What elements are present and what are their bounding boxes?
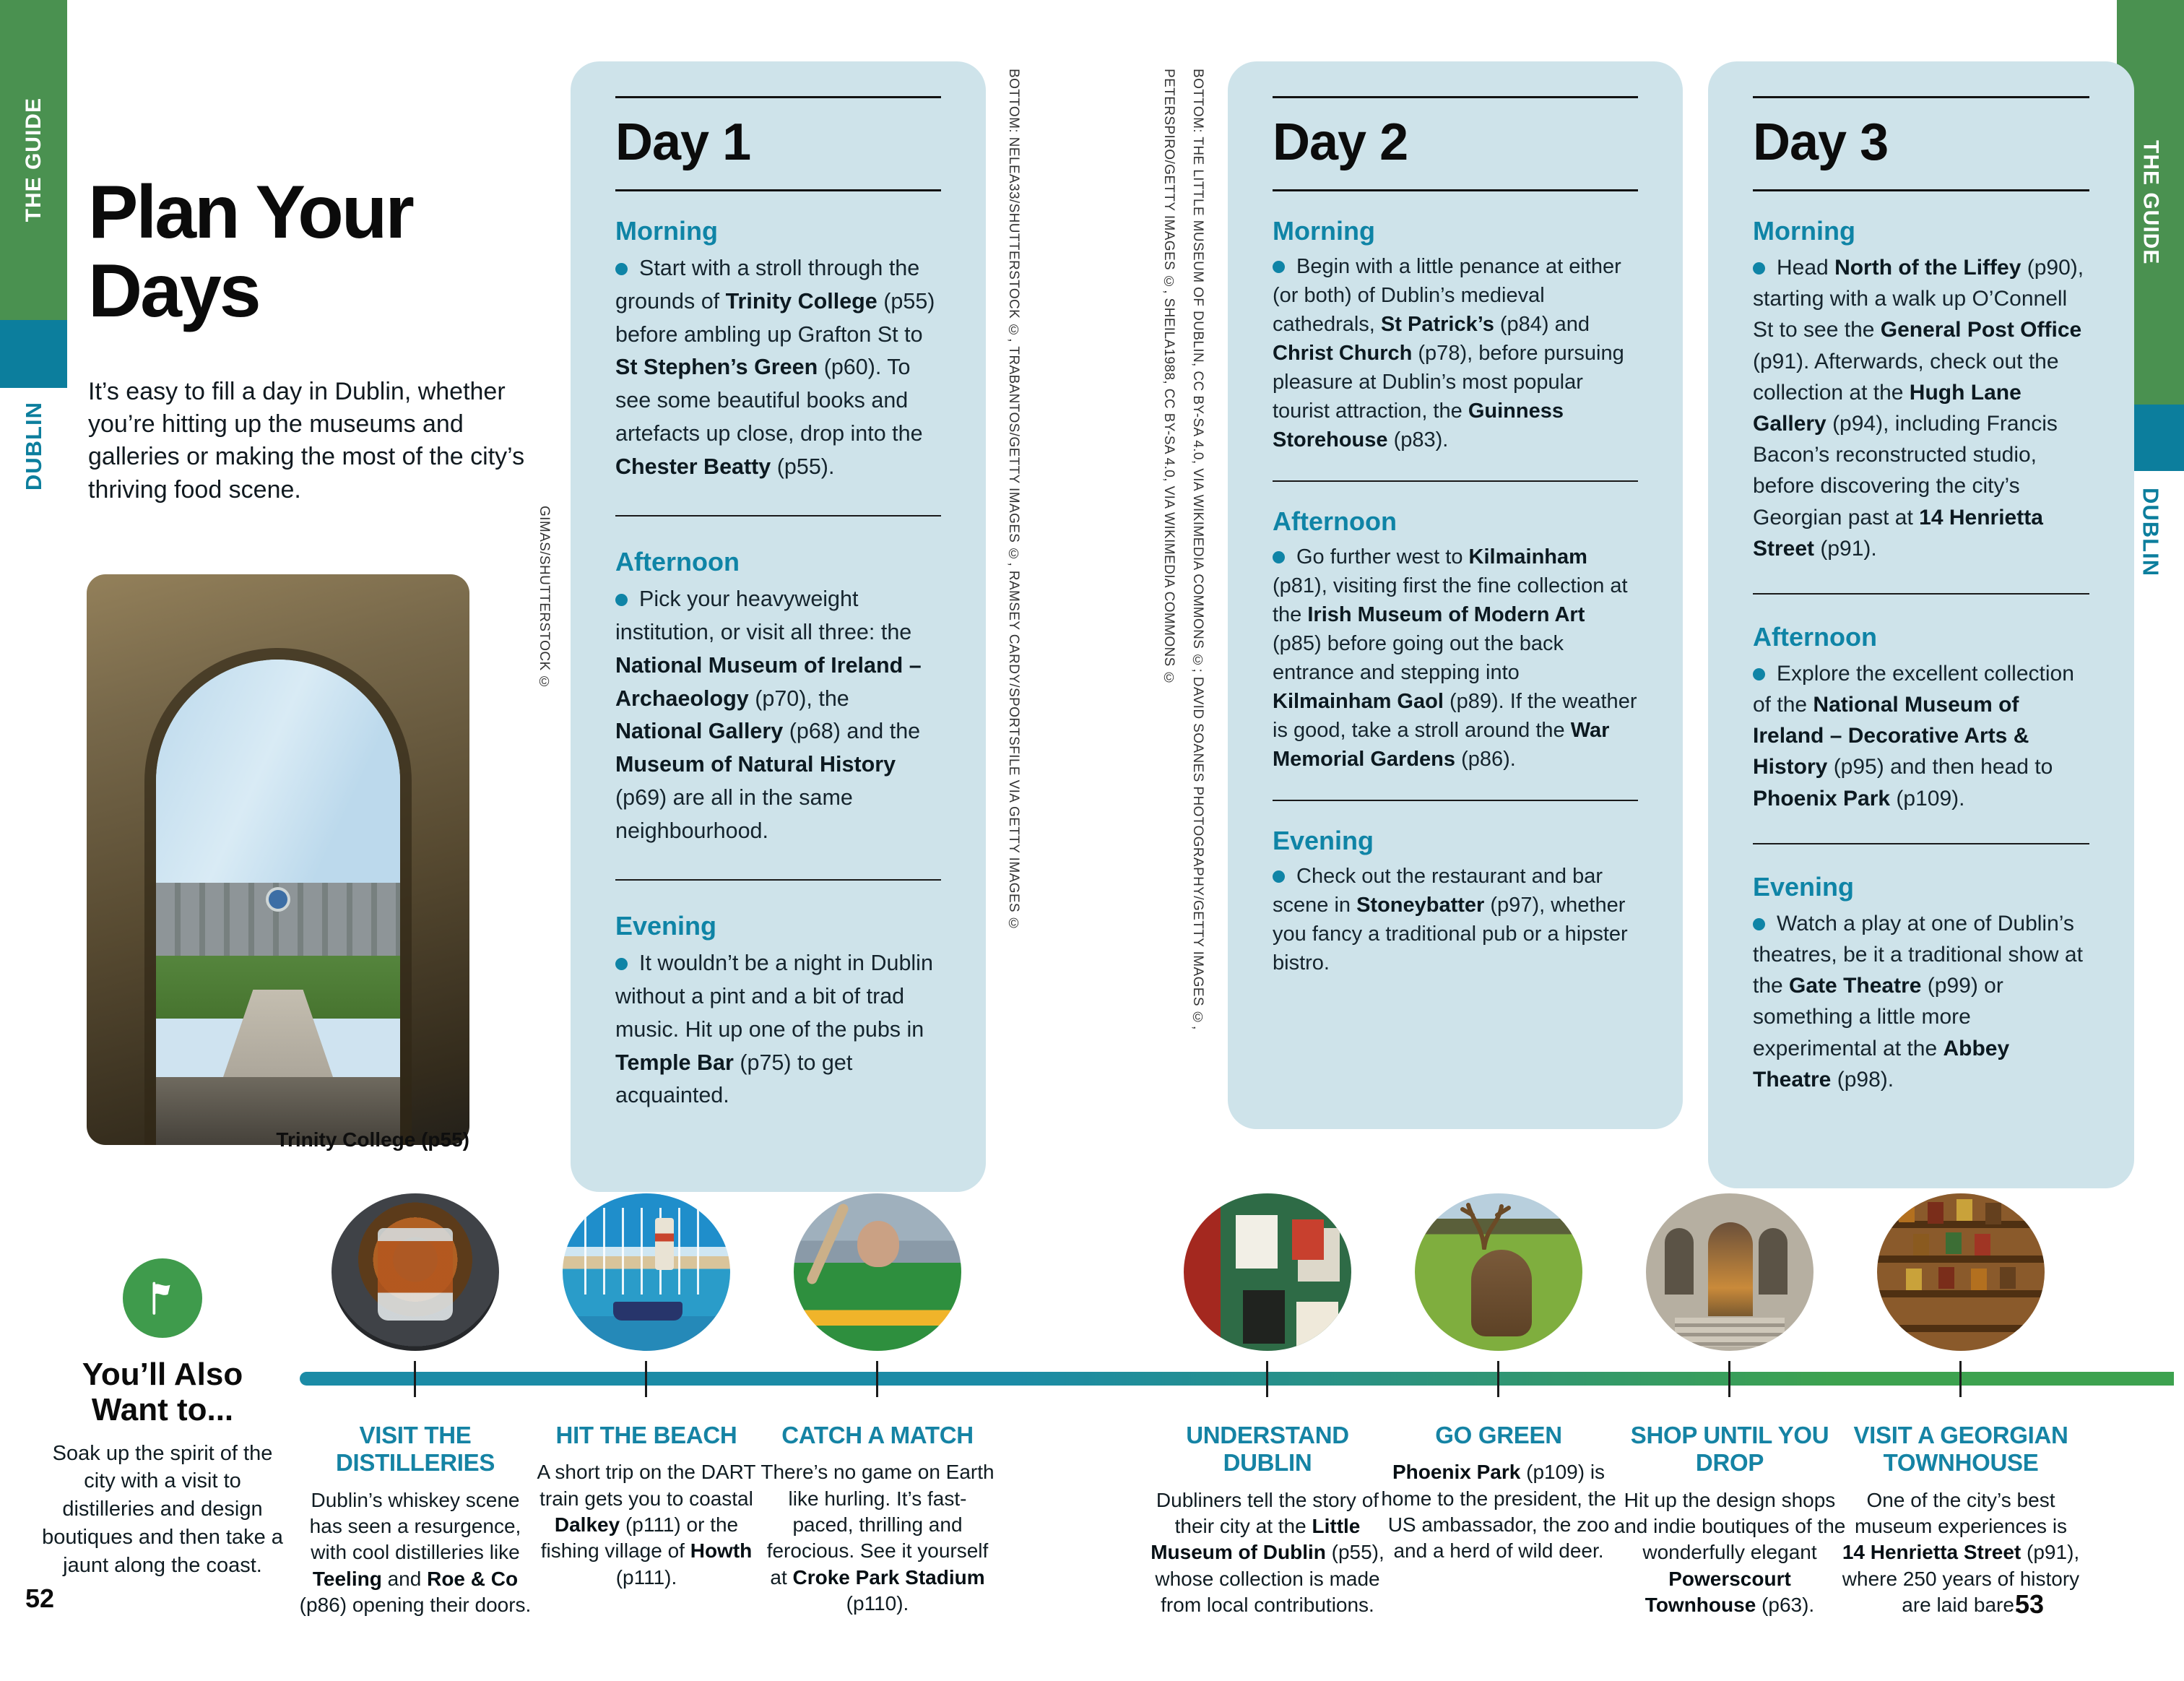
timeline-item-body: Dubliners tell the story of their city at the Little Museum of Dublin (p55), whose collection is made from local contributions. [1150,1488,1384,1617]
bullet-dot-icon [1273,870,1285,883]
day-3-afternoon [1753,593,2089,814]
left-sidebar-city-tab [0,396,67,497]
timeline-item-title: VISIT A GEORGIAN TOWNHOUSE [1853,1422,2068,1477]
section-text: Watch a play at one of Dublin’s theatres, be it a traditional show at the Gate Theatre (p99) or something a little more experimental at the Abbey Theatre (p98). [1753,911,2083,1092]
photo-credit: GIMAS/SHUTTERSTOCK © [537,506,552,691]
photo-phoenix-park-deer [1415,1193,1582,1351]
intro-paragraph: It’s easy to fill a day in Dublin, whether you’re hitting up the museums and galleries or making the most of the city’s thriving food scene. [88,378,525,504]
page-number-left: 52 [25,1583,55,1613]
trinity-college-photo [87,574,469,1145]
section-text: Go further west to Kilmainham (p81), visiting first the fine collection at the Irish Museum of Modern Art (p85) before going out the back entrance and stepping into Kilmainham Gaol (p89). If the weather is good, take a stroll around the War Memorial Gardens (p86). [1273,545,1637,772]
left-sidebar-blue-block [0,320,67,388]
timeline-tick [1728,1361,1730,1397]
section-heading: Morning [1753,216,1855,246]
also-want-title: You’ll Also Want to... [82,1357,243,1428]
section-text: Begin with a little penance at either (or both) of Dublin’s medieval cathedrals, St Patrick’s (p84) and Christ Church (p78), before pursuing pleasure at Dublin’s most popular tourist attraction, the Guinness Storehouse (p83). [1273,255,1624,452]
timeline-item-match [758,1422,997,1617]
gutter-credit-right [1154,69,1212,1030]
day-3-morning [1753,216,2089,564]
timeline-item-body: Phoenix Park (p109) is home to the president, the US ambassador, the zoo and a herd of wild deer. [1381,1461,1616,1563]
page-number-right: 53 [2015,1589,2045,1619]
timeline-bar [300,1372,2174,1386]
rule [1753,189,2089,191]
bullet-dot-icon [1273,261,1285,273]
rule [1273,189,1638,191]
timeline-item-body: One of the city’s best museum experiences is 14 Henrietta Street (p91), where 250 years of history are laid bare. [1842,1488,2080,1617]
timeline-tick [414,1361,416,1397]
campanile-clock [269,890,287,909]
timeline-tick [1497,1361,1499,1397]
day-3-card [1708,61,2134,1188]
timeline-tick [876,1361,878,1397]
section-heading: Morning [1273,216,1375,246]
bullet-dot-icon [615,263,628,275]
photo-hurling-player [794,1193,961,1351]
section-text: Start with a stroll through the grounds of Trinity College (p55) before ambling up Grafton St to St Stephen’s Green (p60). To see some beautiful books and artefacts up close, drop into the Chester Beatty (p55). [615,256,935,479]
section-heading: Evening [615,911,717,941]
timeline-item-georgian [1842,1422,2080,1618]
day-3-title: Day 3 [1753,113,1889,171]
left-guide-label: THE GUIDE [21,98,46,222]
photo-dalkey-harbour [563,1193,730,1351]
section-heading: Evening [1753,871,1855,902]
photo-pub-shelves [1877,1193,2045,1351]
day-3-evening [1753,843,2089,1095]
section-text: Head North of the Liffey (p90), starting with a walk up O’Connell St to see the General Post Office (p91). Afterwards, check out the collection at the Hugh Lane Gallery (p94), including Francis Bacon’s reconstructed studio, before discovering the city’s Georgian past at 14 Henrietta Street (p91). [1753,256,2084,561]
day-2-evening [1273,800,1638,977]
day-1-card [571,61,986,1192]
also-want-block [40,1258,285,1580]
antlers-icon [1455,1199,1542,1250]
bullet-dot-icon [1753,262,1765,275]
photo-townhouse-entrance [1646,1193,1814,1351]
bullet-dot-icon [1273,551,1285,563]
timeline-item-body: A short trip on the DART train gets you to coastal Dalkey (p111) or the fishing village of Howth (p111). [537,1461,756,1589]
day-2-card [1228,61,1683,1129]
gutter-credit-right-line1: BOTTOM: THE LITTLE MUSEUM OF DUBLIN, CC BY-SA 4.0, VIA WIKIMEDIA COMMONS ©; DAVID SOANES PHOTOGRAPHY/GETTY IMAGES ©, [1190,69,1205,1030]
rule [1753,96,2089,98]
day-2-title: Day 2 [1273,113,1408,171]
page-title: Plan Your Days [88,170,412,334]
timeline-item-shop [1611,1422,1849,1618]
bullet-dot-icon [1753,668,1765,680]
timeline-item-green [1379,1422,1618,1565]
section-heading: Afternoon [1273,506,1397,537]
timeline-item-title: CATCH A MATCH [781,1422,974,1448]
timeline-item-distilleries [296,1422,534,1618]
timeline-item-title: SHOP UNTIL YOU DROP [1630,1422,1829,1477]
day-1-evening [615,879,941,1112]
day-1-morning [615,216,941,483]
rule [615,189,941,191]
flag-icon [142,1278,183,1318]
timeline-item-title: HIT THE BEACH [555,1422,737,1448]
section-heading: Afternoon [615,547,740,577]
gutter-credit-left: BOTTOM: NELEA33/SHUTTERSTOCK ©, TRABANTOS/GETTY IMAGES ©, RAMSEY CARDY/SPORTSFILE VIA GETTY IMAGES © [1006,69,1021,933]
timeline-item-title: GO GREEN [1435,1422,1562,1448]
also-want-body: Soak up the spirit of the city with a visit to distilleries and design boutiques and then take a jaunt along the coast. [42,1441,283,1577]
rule [615,96,941,98]
section-text: Check out the restaurant and bar scene in Stoneybatter (p97), whether you fancy a traditional pub or a hipster bistro. [1273,865,1628,975]
day-2-afternoon [1273,480,1638,774]
flag-badge [123,1258,202,1338]
section-heading: Evening [1273,826,1374,856]
gutter-credit-right-line2: PETERSPIRO/GETTY IMAGES ©, SHEILA1988, CC BY-SA 4.0, VIA WIKIMEDIA COMMONS © [1161,69,1176,686]
day-2-morning [1273,216,1638,454]
timeline-tick [645,1361,647,1397]
timeline-item-title: VISIT THE DISTILLERIES [335,1422,495,1477]
timeline-tick [1266,1361,1268,1397]
right-city-label: DUBLIN [2138,488,2164,577]
timeline-item-beach [527,1422,766,1591]
timeline-item-body: Hit up the design shops and indie boutiques of the wonderfully elegant Powerscourt Townhouse (p63). [1613,1488,1846,1617]
photo-whiskey-glass [332,1193,499,1351]
timeline-item-understand [1148,1422,1387,1618]
section-heading: Morning [615,216,718,246]
right-guide-label: THE GUIDE [2138,139,2163,265]
section-text: Pick your heavyweight institution, or visit all three: the National Museum of Ireland – Archaeology (p70), the National Gallery (p68) and the Museum of Natural History (p69) are all in the same neighbourhood. [615,587,922,843]
bullet-dot-icon [615,594,628,606]
bullet-dot-icon [615,958,628,970]
timeline-item-title: UNDERSTAND DUBLIN [1186,1422,1349,1477]
rule [1273,96,1638,98]
left-sidebar-guide-tab [0,0,67,320]
section-text: Explore the excellent collection of the National Museum of Ireland – Decorative Arts & History (p95) and then head to Phoenix Park (p109). [1753,661,2074,811]
timeline-tick [1959,1361,1962,1397]
day-1-afternoon [615,515,941,847]
section-heading: Afternoon [1753,621,1877,652]
timeline-item-body: Dublin’s whiskey scene has seen a resurgence, with cool distilleries like Teeling and Roe & Co (p86) opening their doors. [299,1488,532,1617]
photo-caption: Trinity College (p55) [276,1128,469,1151]
day-1-title: Day 1 [615,113,751,171]
arch-opening [156,660,400,1145]
photo-gallery-wall [1184,1193,1351,1351]
bullet-dot-icon [1753,918,1765,930]
timeline-item-body: There’s no game on Earth like hurling. It’s fast-paced, thrilling and ferocious. See it yourself at Croke Park Stadium (p110). [760,1461,994,1615]
left-city-label: DUBLIN [20,402,46,491]
section-text: It wouldn’t be a night in Dublin without a pint and a bit of trad music. Hit up one of the pubs in Temple Bar (p75) to get acquainted. [615,951,933,1108]
